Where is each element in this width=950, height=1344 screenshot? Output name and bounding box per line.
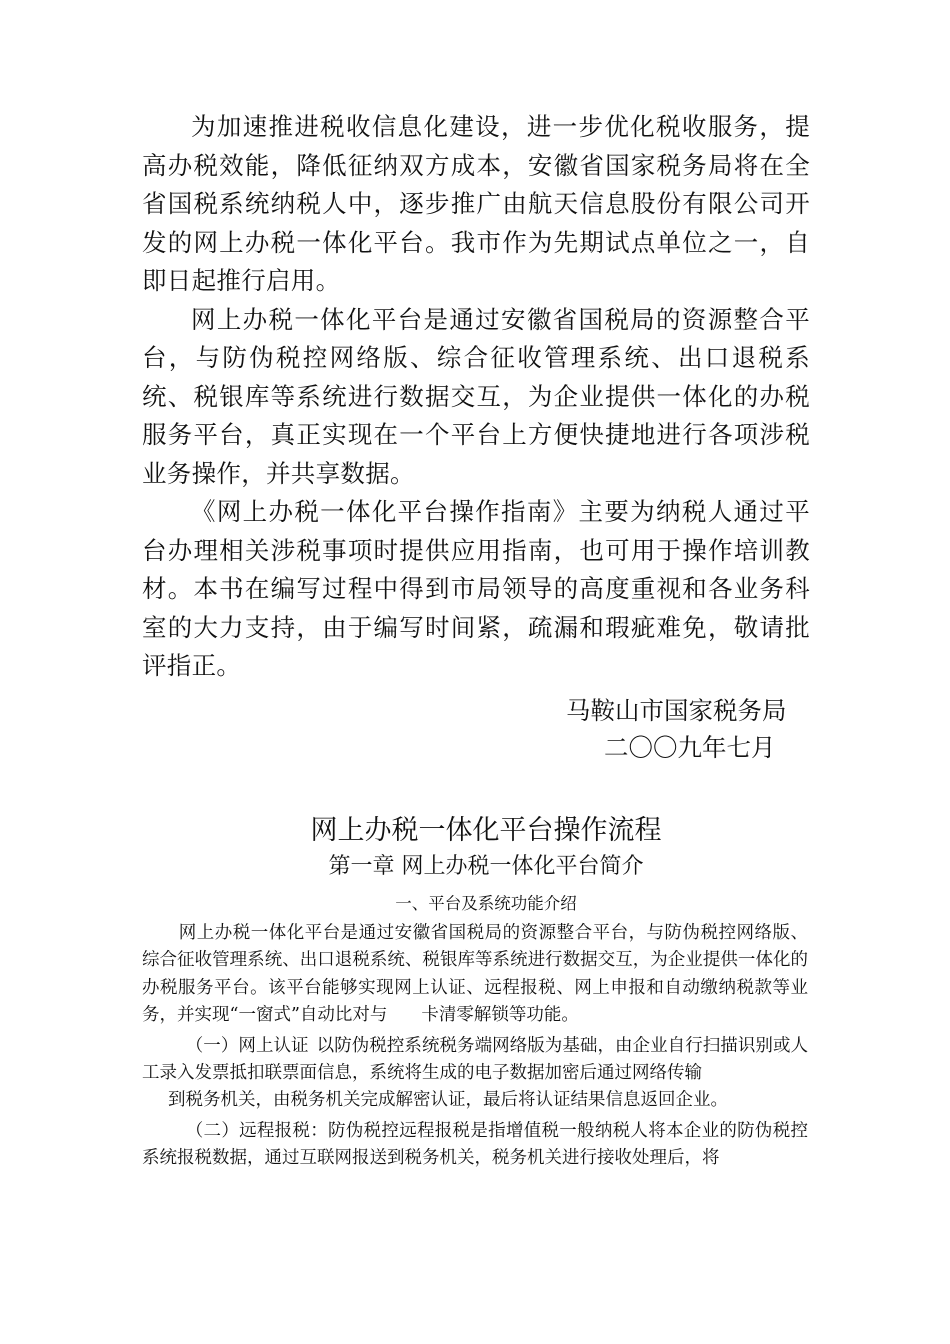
intro-text-part1: 网上办税一体化平台是通过安徽省国税局的资源整合平台，与防伪税控网络版、综合征收管理系统、出口退税系统、税银库等系统进行数据交互，为企业提供一体化的办税服务平台。该平台能够实现网上认证、远程报税、网上申报和自动缴纳税款等业务，并实现“一窗式”自动比对与 [142,923,808,1026]
main-title: 网上办税一体化平台操作流程 [310,815,662,846]
item-online-certification [142,1033,808,1088]
signature-date: 二〇〇九年七月 [604,733,776,762]
intro-text-part2: 卡清零解锁等功能。 [421,1005,579,1026]
signature-organization: 马鞍山市国家税务局 [566,696,787,725]
item2-text: 防伪税控远程报税是指增值税一般纳税人将本企业的防伪税控系统报税数据，通过互联网报送到税务机关，税务机关进行接收处理后，将 [142,1120,809,1169]
item2-label: （二）远程报税： [185,1120,329,1141]
preface-paragraph-1: 为加速推进税收信息化建设，进一步优化税收服务，提高办税效能，降低征纳双方成本，安徽省国家税务局将在全省国税系统纳税人中，逐步推广由航天信息股份有限公司开发的网上办税一体化平台。我市作为先期试点单位之一，自即日起推行启用。 [142,112,810,295]
item1-text: 以防伪税控系统税务端网络版为基础，由企业自行扫描识别或人工录入发票抵扣联票面信息，系统将生成的电子数据加密后通过网络传输 [142,1035,809,1084]
body-section [142,920,808,1173]
item1-label: （一）网上认证 [185,1035,309,1056]
chapter-title: 第一章 网上办税一体化平台简介 [328,854,644,879]
section-title: 一、平台及系统功能介绍 [395,894,577,913]
item1-continuation: 到税务机关，由税务机关完成解密认证，最后将认证结果信息返回企业。 [168,1090,728,1111]
item-remote-tax-report [142,1118,808,1173]
preface-section [142,108,810,686]
signature-block [560,692,820,766]
preface-paragraph-3: 《网上办税一体化平台操作指南》主要为纳税人通过平台办理相关涉税事项时提供应用指南，也可用于操作培训教材。本书在编写过程中得到市局领导的高度重视和各业务科室的大力支持，由于编写时间紧，疏漏和瑕疵难免，敬请批评指正。 [142,497,810,680]
preface-paragraph-2: 网上办税一体化平台是通过安徽省国税局的资源整合平台，与防伪税控网络版、综合征收管理系统、出口退税系统、税银库等系统进行数据交互，为企业提供一体化的办税服务平台，真正实现在一个平台上方便快捷地进行各项涉税业务操作，并共享数据。 [142,304,810,488]
intro-paragraph [142,920,808,1030]
